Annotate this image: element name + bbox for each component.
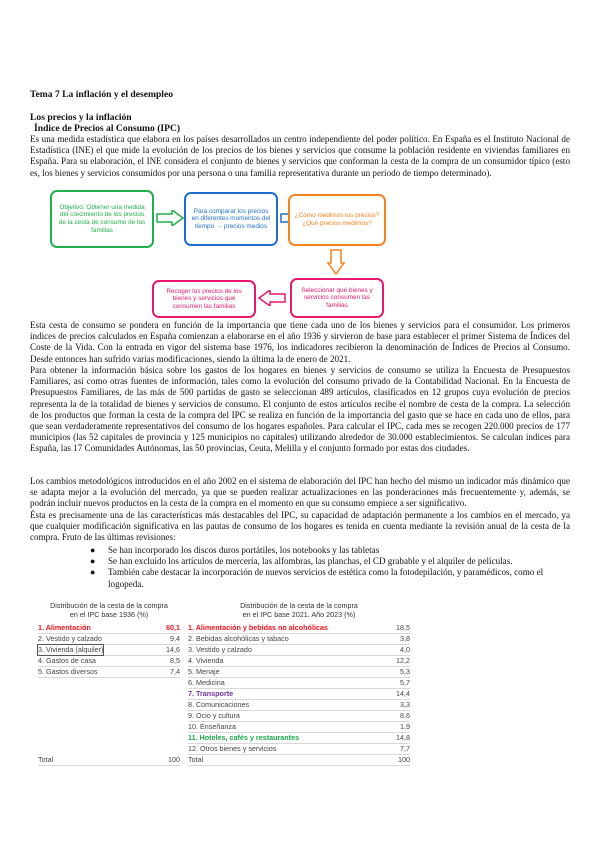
table-total-row: Total 100	[188, 755, 410, 764]
list-item: ● Se han excluido los artículos de mercería, las alfombras, las planchas, el CD grabable y el alquiler de películas.	[90, 556, 513, 567]
basket-2021-table	[188, 601, 410, 771]
table-row: 4. Vivienda 12,2	[188, 656, 410, 665]
table-row: 2. Bebidas alcohólicas y tabaco 3,8	[188, 634, 410, 643]
table-subtitle: en el IPC base 2021. Año 2023 (%)	[242, 610, 356, 619]
table-row: 9. Ocio y cultura 8,6	[188, 711, 410, 720]
table-row: 5. Gastos diversos 7,4	[38, 667, 180, 676]
arrow-right-icon	[156, 210, 184, 226]
bullet-icon: ●	[90, 545, 96, 555]
list-item: ● Se han incorporado los discos duros portátiles, los notebooks y las tabletas	[90, 545, 380, 555]
collect-prices-box: Recoger los precios de los bienes y servicios que consumen las familias	[152, 280, 256, 318]
table-row: 8. Comunicaciones 3,3	[188, 700, 410, 709]
methodology-paragraph: Los cambios metodológicos introducidos en el año 2002 en el sistema de elaboración del IPC han hecho del mismo un indicador más dinámico que se adapta mejor a la evolución del mercado, ya que se pueden realizar actualizaciones en las ponderaciones más frecuentemente y, además, se podrán incluir nuevos productos en la cesta de la compra en el momento en que su consumo empiece a ser significativo.	[30, 476, 570, 509]
survey-paragraph: Para obtener la información básica sobre los gastos de los hogares en bienes y servicios de consumo se utiliza la Encuesta de Presupuestos Familiares, así como otras fuentes de información, tales como la evolución del consumo privado de la Contabilidad Nacional. En la Encuesta de Presupuestos Familiares, de las más de 500 partidas de gasto se seleccionan 489 artículos, clasificados en 12 grupos cuya evolución de precios representa la de la totalidad de bienes y servicios de consumo. El conjunto de estos artículos recibe el nombre de cesta de la compra. La selección de los productos que forman la cesta de la compra del IPC se realiza en función de la importancia del gasto que se hace en cada uno de ellos, para que sean verdaderamente representativos del consumo de los hogares españoles. Para calcular el IPC, cada mes se recogen 220.000 precios de 177 municipios (las 52 capitales de provincia y 125 municipios no capitales) utilizando alrededor de 30.000 establecimientos. Se calculan índices para España, las 17 Comunidades Autónomas, las 50 provincias, Ceuta, Melilla y el conjunto formado por estas dos ciudades.	[30, 365, 570, 454]
objective-box: Objetivo: Obtener una medida del crecimiento de los precios de la cesta de consumo de las familias	[50, 190, 154, 248]
document-heading: Tema 7 La inflación y el desempleo	[30, 89, 174, 100]
table-title: Distribución de la cesta de la compra	[240, 601, 358, 610]
table-row: 4. Gastos de casa 8,5	[38, 656, 180, 665]
table-row: 12. Otros bienes y servicios 7,7	[188, 744, 410, 753]
arrow-left-icon	[258, 290, 286, 306]
table-row: 3. Vestido y calzado 4,0	[188, 645, 410, 654]
how-measure-question: ¿Cómo medimos los precios?	[294, 212, 380, 220]
adaptation-paragraph: Ésta es precisamente una de las características más destacables del IPC, su capacidad de adaptación permanente a los cambios en el mercado, ya que cualquier modificación significativa en las pautas de consumo de los hogares es tenida en cuenta mediante la revisión anual de la cesta de la compra. Fruto de las últimas revisiones:	[30, 510, 570, 543]
table-row: 5. Menaje 5,3	[188, 667, 410, 676]
arrow-down-icon	[327, 249, 345, 275]
questions-box	[288, 194, 386, 246]
basket-1936-table	[38, 601, 180, 771]
table-row: 7. Transporte 14,4	[188, 689, 410, 698]
table-subtitle: en el IPC base 1936 (%)	[69, 610, 149, 619]
section-heading: Los precios y la inflación	[30, 112, 132, 123]
table-row: 6. Medicina 5,7	[188, 678, 410, 687]
table-row: 11. Hoteles, cafés y restaurantes 14,8	[188, 733, 410, 742]
table-row: 1. Alimentación 60,1	[38, 623, 180, 632]
table-total-row: Total 100	[38, 755, 180, 764]
weighting-paragraph: Esta cesta de consumo se pondera en función de la importancia que tiene cada uno de los bienes y servicios para el consumidor. Los primeros índices de precios calculados en España comienzan a elaborarse en el año 1936 y sirvieron de base para establecer el primer Sistema de Índices del Coste de la Vida. Con la entrada en vigor del sistema base 1976, los indicadores recibieron la denominación de Índices de Precios al Consumo. Desde entonces han sufrido varias modificaciones, siendo la última la de enero de 2021.	[30, 320, 570, 364]
table-row: 2. Vestido y calzado 9,4	[38, 634, 180, 643]
table-row: 3. Vivienda (alquiler) 14,6	[38, 645, 180, 654]
list-item: ● También cabe destacar la incorporación de nuevos servicios de estética como la fotodepilación, y paramédicos, como el logopeda.	[90, 567, 544, 589]
compare-prices-box: Para comparar los precios en diferentes momentos del tiempo → precios medios	[184, 192, 278, 246]
table-title: Distribución de la cesta de la compra	[50, 601, 168, 610]
bullet-icon: ●	[90, 567, 96, 578]
revisions-list	[30, 545, 570, 590]
intro-paragraph: Es una medida estadística que elabora en los países desarrollados un centro independiente del poder político. En España es el Instituto Nacional de Estadística (INE) el que mide la evolución de los precios de los bienes y servicios que consume la población residente en viviendas familiares en España. Para su elaboración, el INE considera el conjunto de bienes y servicios que conforman la cesta de la compra de un consumidor típico (esto es, los bienes y servicios consumidos por una persona o una familia representativa durante un periodo de tiempo determinado).	[30, 134, 570, 178]
table-row: 10. Enseñanza 1,9	[188, 722, 410, 731]
which-prices-question: ¿Qué precios medimos?	[302, 220, 372, 227]
bullet-icon: ●	[90, 556, 96, 567]
table-row: 1. Alimentación y bebidas no alcohólicas 18,5	[188, 623, 410, 632]
select-goods-box: Seleccionar qué bienes y servicios consumen las familias	[290, 278, 384, 318]
subsection-heading: Índice de Precios al Consumo (IPC)	[34, 123, 181, 134]
